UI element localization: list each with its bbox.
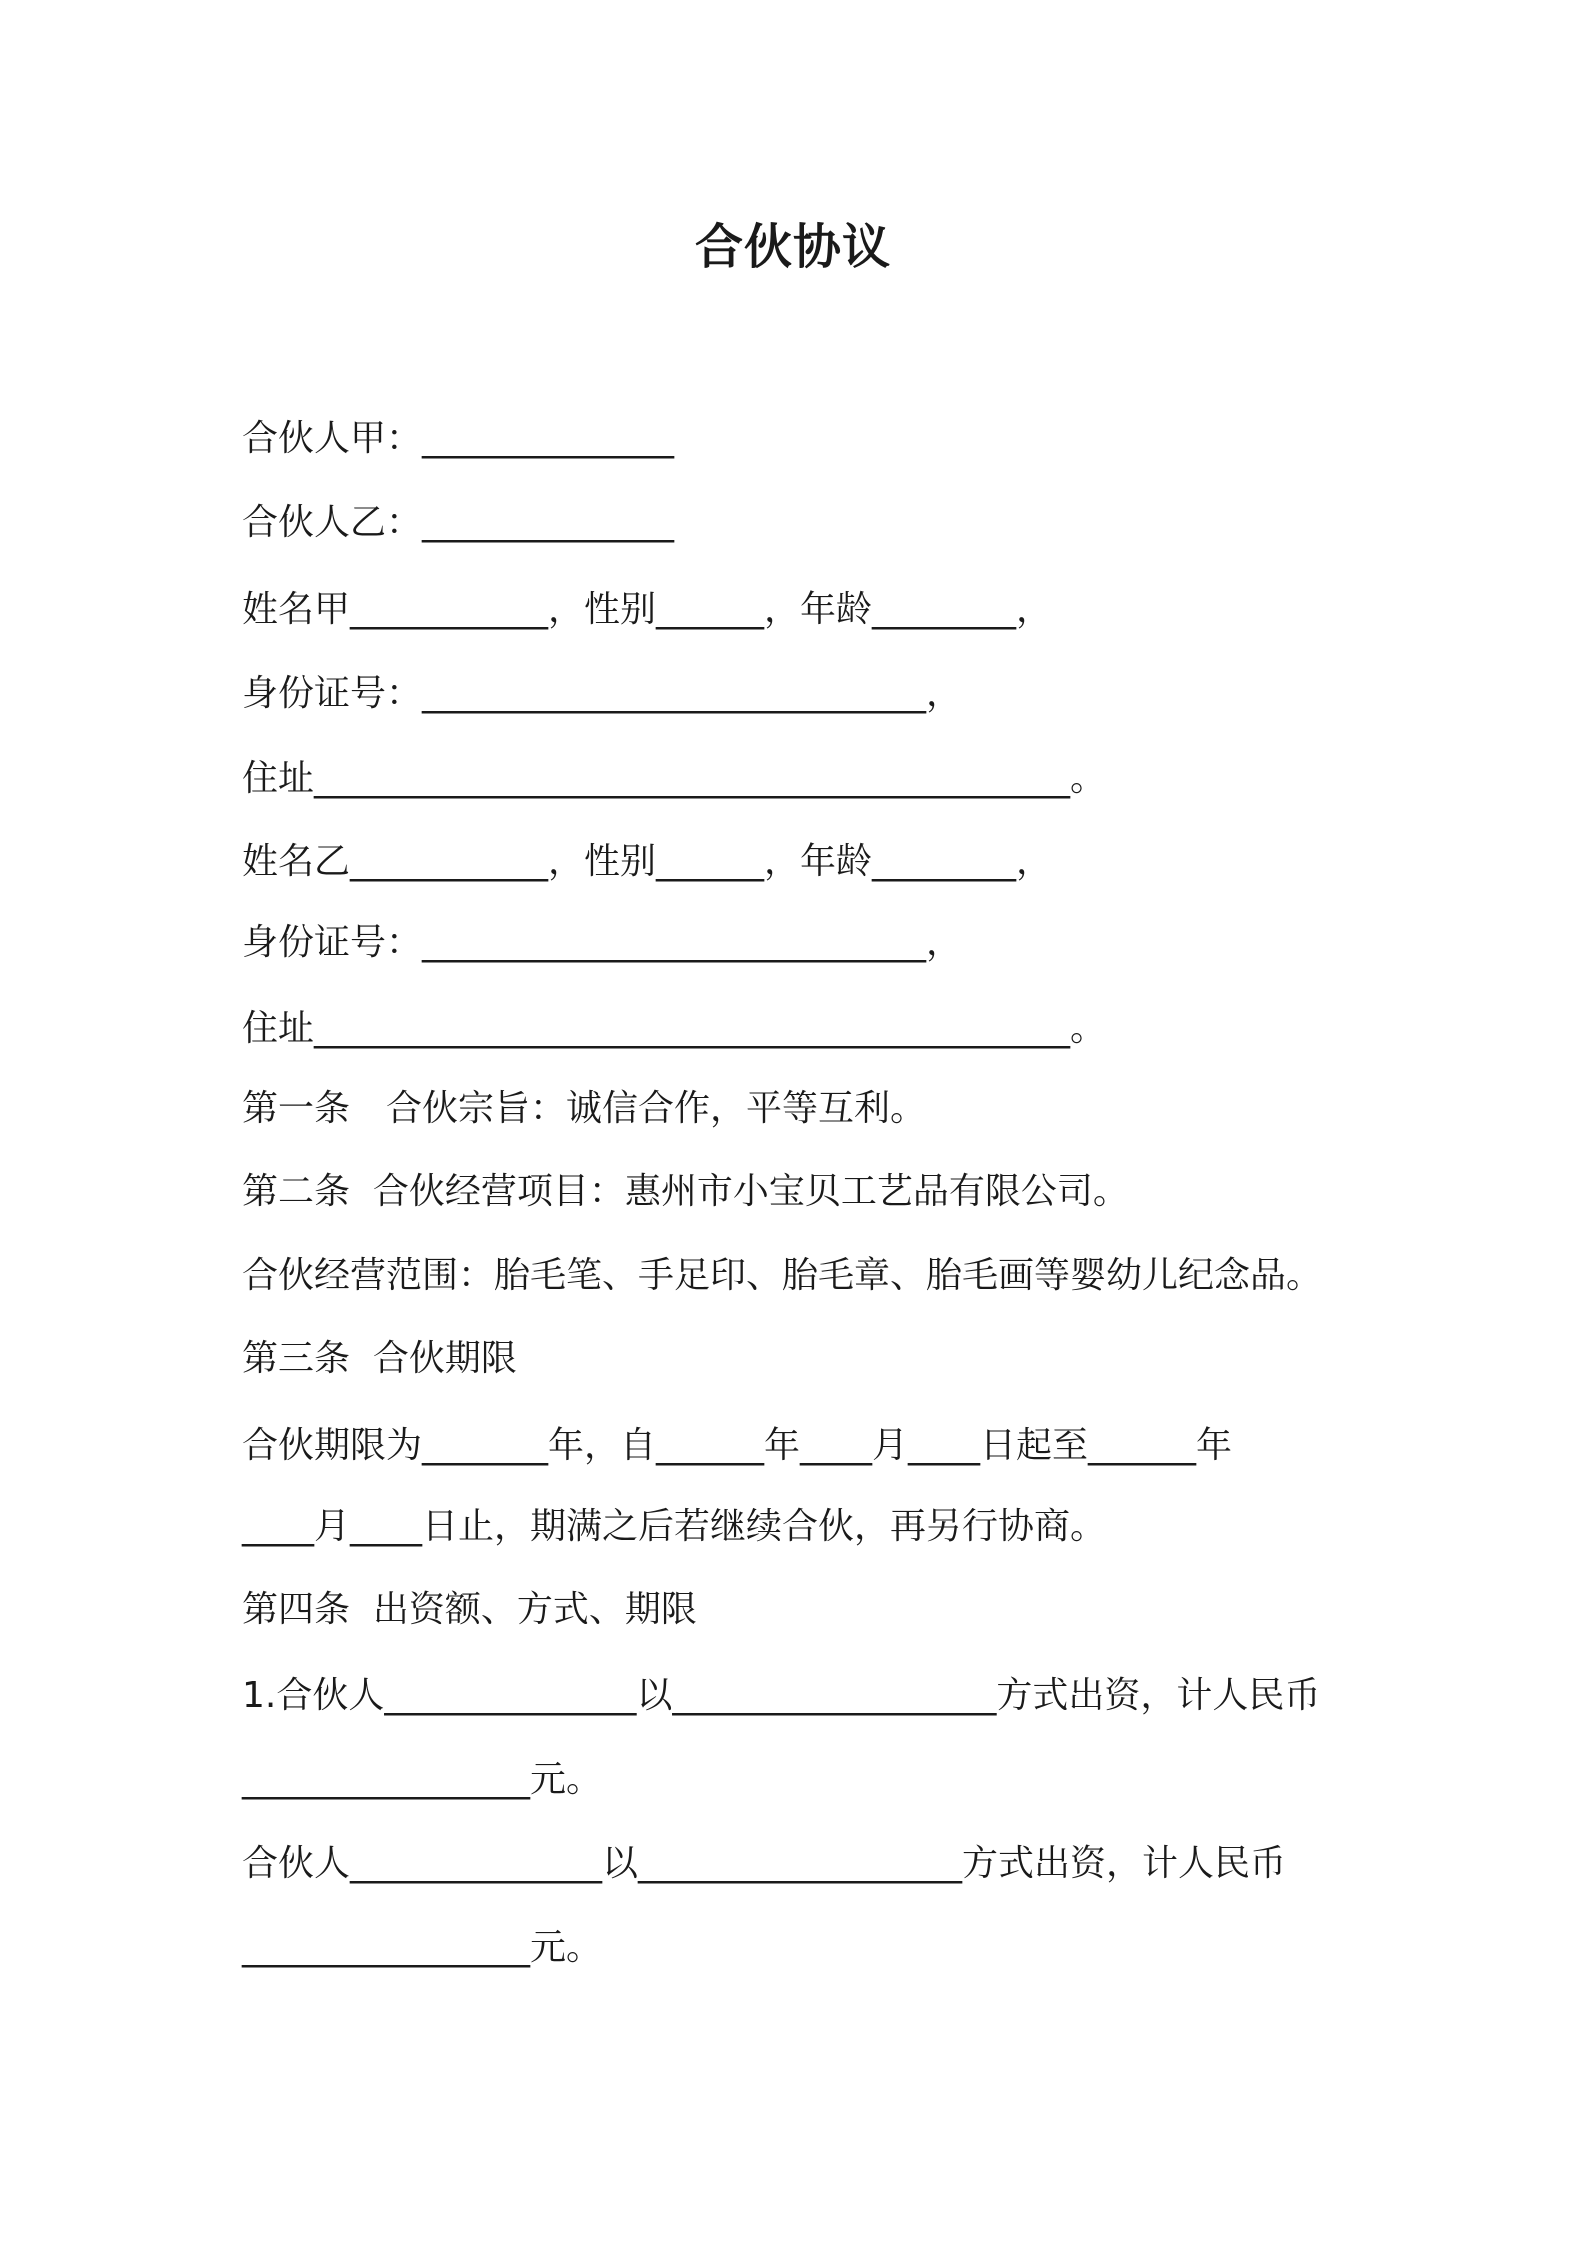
address-a-line: 住址__________________________________________。	[242, 758, 1106, 799]
name-a-line: 姓名甲___________，性别______，年龄________，	[242, 589, 1053, 630]
article-one-label: 第一条	[242, 1088, 351, 1129]
article-one-text: 合伙宗旨：诚信合作，平等互利。	[386, 1088, 927, 1129]
contribution-1-line-2: ________________元。	[242, 1759, 603, 1800]
id-number-b-line: 身份证号：____________________________，	[242, 922, 963, 963]
article-three-heading: 第三条 合伙期限	[242, 1338, 517, 1379]
address-b-line: 住址__________________________________________。	[242, 1008, 1106, 1049]
contribution-2-line-1: 合伙人______________以__________________方式出资，计人民币	[242, 1843, 1287, 1884]
document-title: 合伙协议	[694, 219, 891, 275]
business-scope-line: 合伙经营范围：胎毛笔、手足印、胎毛章、胎毛画等婴幼儿纪念品。	[242, 1255, 1323, 1296]
article-two-line: 第二条 合伙经营项目：惠州市小宝贝工艺品有限公司。	[242, 1171, 1129, 1212]
term-line-1: 合伙期限为_______年，自______年____月____日起至______年	[242, 1425, 1233, 1466]
contribution-2-line-2: ________________元。	[242, 1927, 603, 1968]
id-number-a-line: 身份证号：____________________________，	[242, 673, 963, 714]
term-line-2: ____月____日止，期满之后若继续合伙，再另行协商。	[242, 1506, 1107, 1547]
contribution-1-line-1: 1.合伙人______________以__________________方式出资，计人民币	[242, 1675, 1321, 1716]
partner-b-line: 合伙人乙：______________	[242, 502, 675, 543]
article-four-heading: 第四条 出资额、方式、期限	[242, 1589, 697, 1630]
name-b-line: 姓名乙___________，性别______，年龄________，	[242, 841, 1053, 882]
partner-a-line: 合伙人甲：______________	[242, 418, 675, 459]
